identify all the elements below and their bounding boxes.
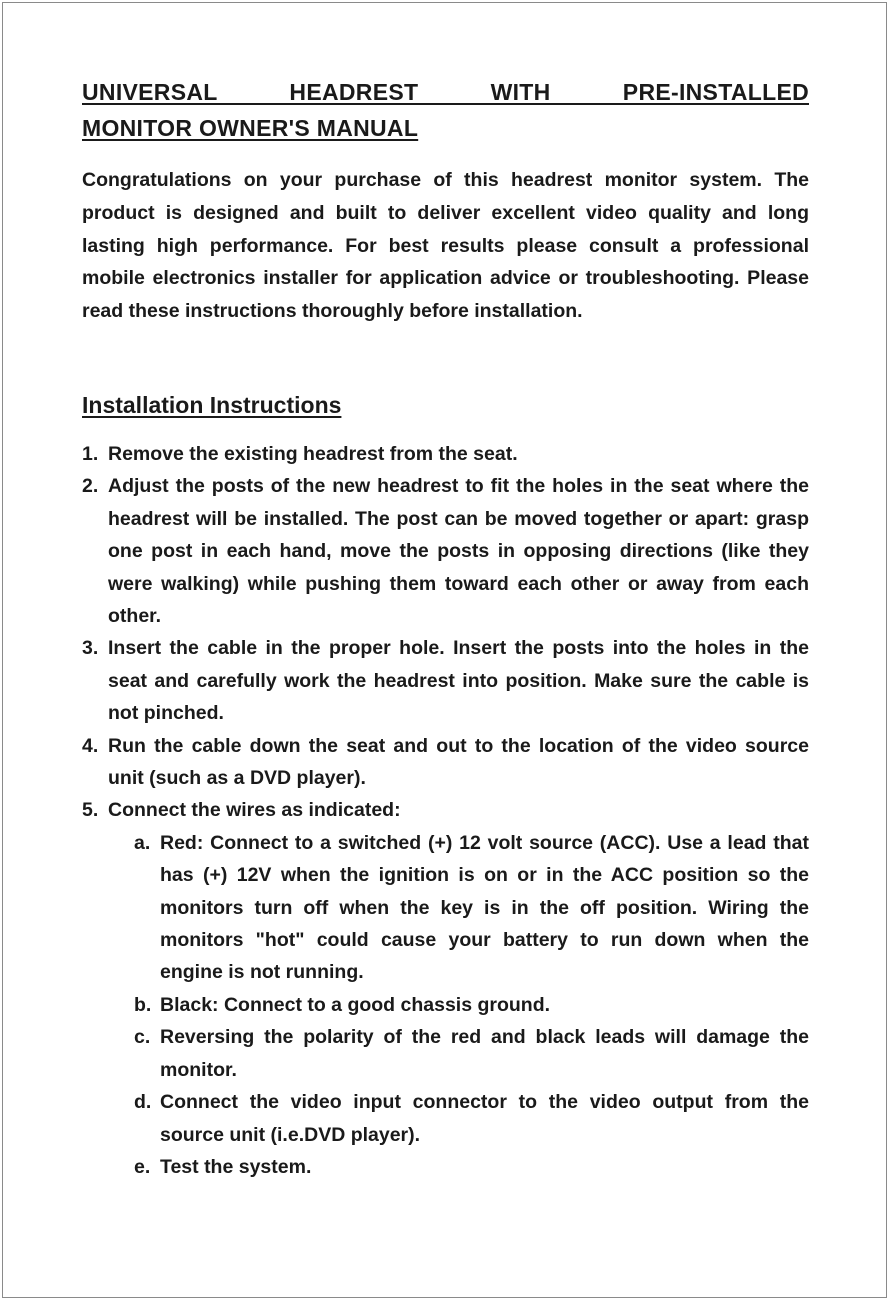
substep-text: Black: Connect to a good chassis ground. [160, 993, 551, 1016]
step-number: 4. [82, 734, 99, 757]
manual-page [82, 74, 809, 1183]
step-number: 5. [82, 799, 99, 822]
step-text: Insert the cable in the proper hole. Insert the posts into the holes in the seat and carefully work the headrest into position. Make sure the cable is not pinched. [108, 637, 809, 725]
step-number: 1. [82, 442, 99, 465]
step-text: Run the cable down the seat and out to the location of the video source unit (such as a DVD player). [108, 734, 809, 790]
substep-b [108, 989, 809, 1021]
title-line-1: UNIVERSAL HEADREST WITH PRE-INSTALLED [82, 79, 809, 105]
substep-text: Connect the video input connector to the video output from the source unit (i.e.DVD player). [160, 1091, 809, 1146]
substep-letter: b. [134, 993, 152, 1016]
substep-d [108, 1086, 809, 1151]
step-3 [82, 632, 809, 729]
step-1 [82, 438, 809, 470]
step-number: 2. [82, 475, 99, 498]
installation-steps [82, 438, 809, 1183]
substep-a [108, 827, 809, 989]
substep-letter: d. [134, 1091, 152, 1114]
step-text: Adjust the posts of the new headrest to fit the holes in the seat where the headrest will be installed. The post can be moved together or apart: grasp one post in each hand, move the posts in opposing directions (like they were walking) while pushing them toward each other or away from each other. [108, 475, 809, 628]
substep-e [108, 1151, 809, 1183]
step-5 [82, 794, 809, 1183]
step-4 [82, 730, 809, 795]
substep-letter: e. [134, 1155, 151, 1178]
step-2 [82, 470, 809, 632]
substep-letter: a. [134, 831, 151, 854]
substep-c [108, 1021, 809, 1086]
substep-text: Red: Connect to a switched (+) 12 volt source (ACC). Use a lead that has (+) 12V when the ignition is on or in the ACC position so the monitors turn off when the key is in the off position. Wiring the monitors "hot" could cause your battery to run down when the engine is not running. [160, 831, 809, 984]
section-heading: Installation Instructions [82, 391, 342, 418]
step-text: Remove the existing headrest from the seat. [108, 442, 518, 465]
step-text: Connect the wires as indicated: [108, 799, 401, 822]
substep-text: Reversing the polarity of the red and black leads will damage the monitor. [160, 1026, 809, 1081]
title-line-2: MONITOR OWNER'S MANUAL [82, 115, 419, 141]
step-number: 3. [82, 637, 99, 660]
substep-text: Test the system. [160, 1155, 312, 1178]
wire-substeps [108, 827, 809, 1183]
intro-paragraph: Congratulations on your purchase of this headrest monitor system. The product is designed and built to deliver excellent video quality and long lasting high performance. For best results please consult a professional mobile electronics installer for application advice or troubleshooting. Please read these instructions thoroughly before installation. [82, 169, 809, 323]
substep-letter: c. [134, 1026, 151, 1049]
